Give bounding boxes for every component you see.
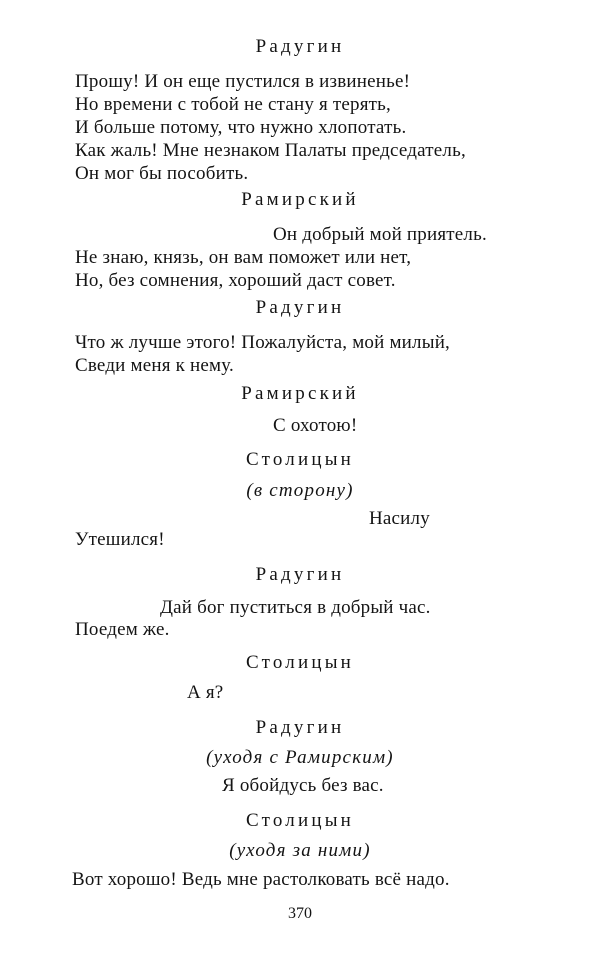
speaker-name: Радугин [255,717,345,738]
verse-line: И больше потому, что нужно хлопотать. [75,117,407,138]
verse-line: Как жаль! Мне незнаком Палаты председатель, [75,140,466,161]
verse-line: Не знаю, князь, он вам поможет или нет, [75,247,412,268]
verse-line: Дай бог пуститься в добрый час. [160,597,431,618]
page-number: 370 [288,905,312,922]
verse-line: Он мог бы пособить. [75,163,249,184]
verse-line: Он добрый мой приятель. [273,224,487,245]
speaker-name: Радугин [255,564,345,585]
speaker-name: Столицын [245,810,355,831]
verse-line: А я? [187,682,224,703]
verse-line: Я обойдусь без вас. [222,775,384,796]
speaker-name: Столицын [245,449,355,470]
verse-line: Сведи меня к нему. [75,355,234,376]
verse-line: Но времени с тобой не стану я терять, [75,94,391,115]
verse-line: С охотою! [273,415,358,436]
verse-line: Прошу! И он еще пустился в извиненье! [75,71,411,92]
speaker-name: Рамирский [241,189,359,210]
stage-direction: (уходя за ними) [229,840,371,861]
verse-line: Поедем же. [75,619,170,640]
speaker-name: Радугин [255,36,345,57]
stage-direction: (уходя с Рамирским) [206,747,394,768]
verse-line: Утешился! [75,529,165,550]
verse-line: Вот хорошо! Ведь мне растолковать всё надо. [72,869,450,890]
speaker-name: Рамирский [241,383,359,404]
stage-direction: (в сторону) [246,480,354,501]
verse-line: Насилу [369,508,430,529]
verse-line: Что ж лучше этого! Пожалуйста, мой милый, [75,332,451,353]
verse-line: Но, без сомнения, хороший даст совет. [75,270,396,291]
speaker-name: Радугин [255,297,345,318]
speaker-name: Столицын [245,652,355,673]
